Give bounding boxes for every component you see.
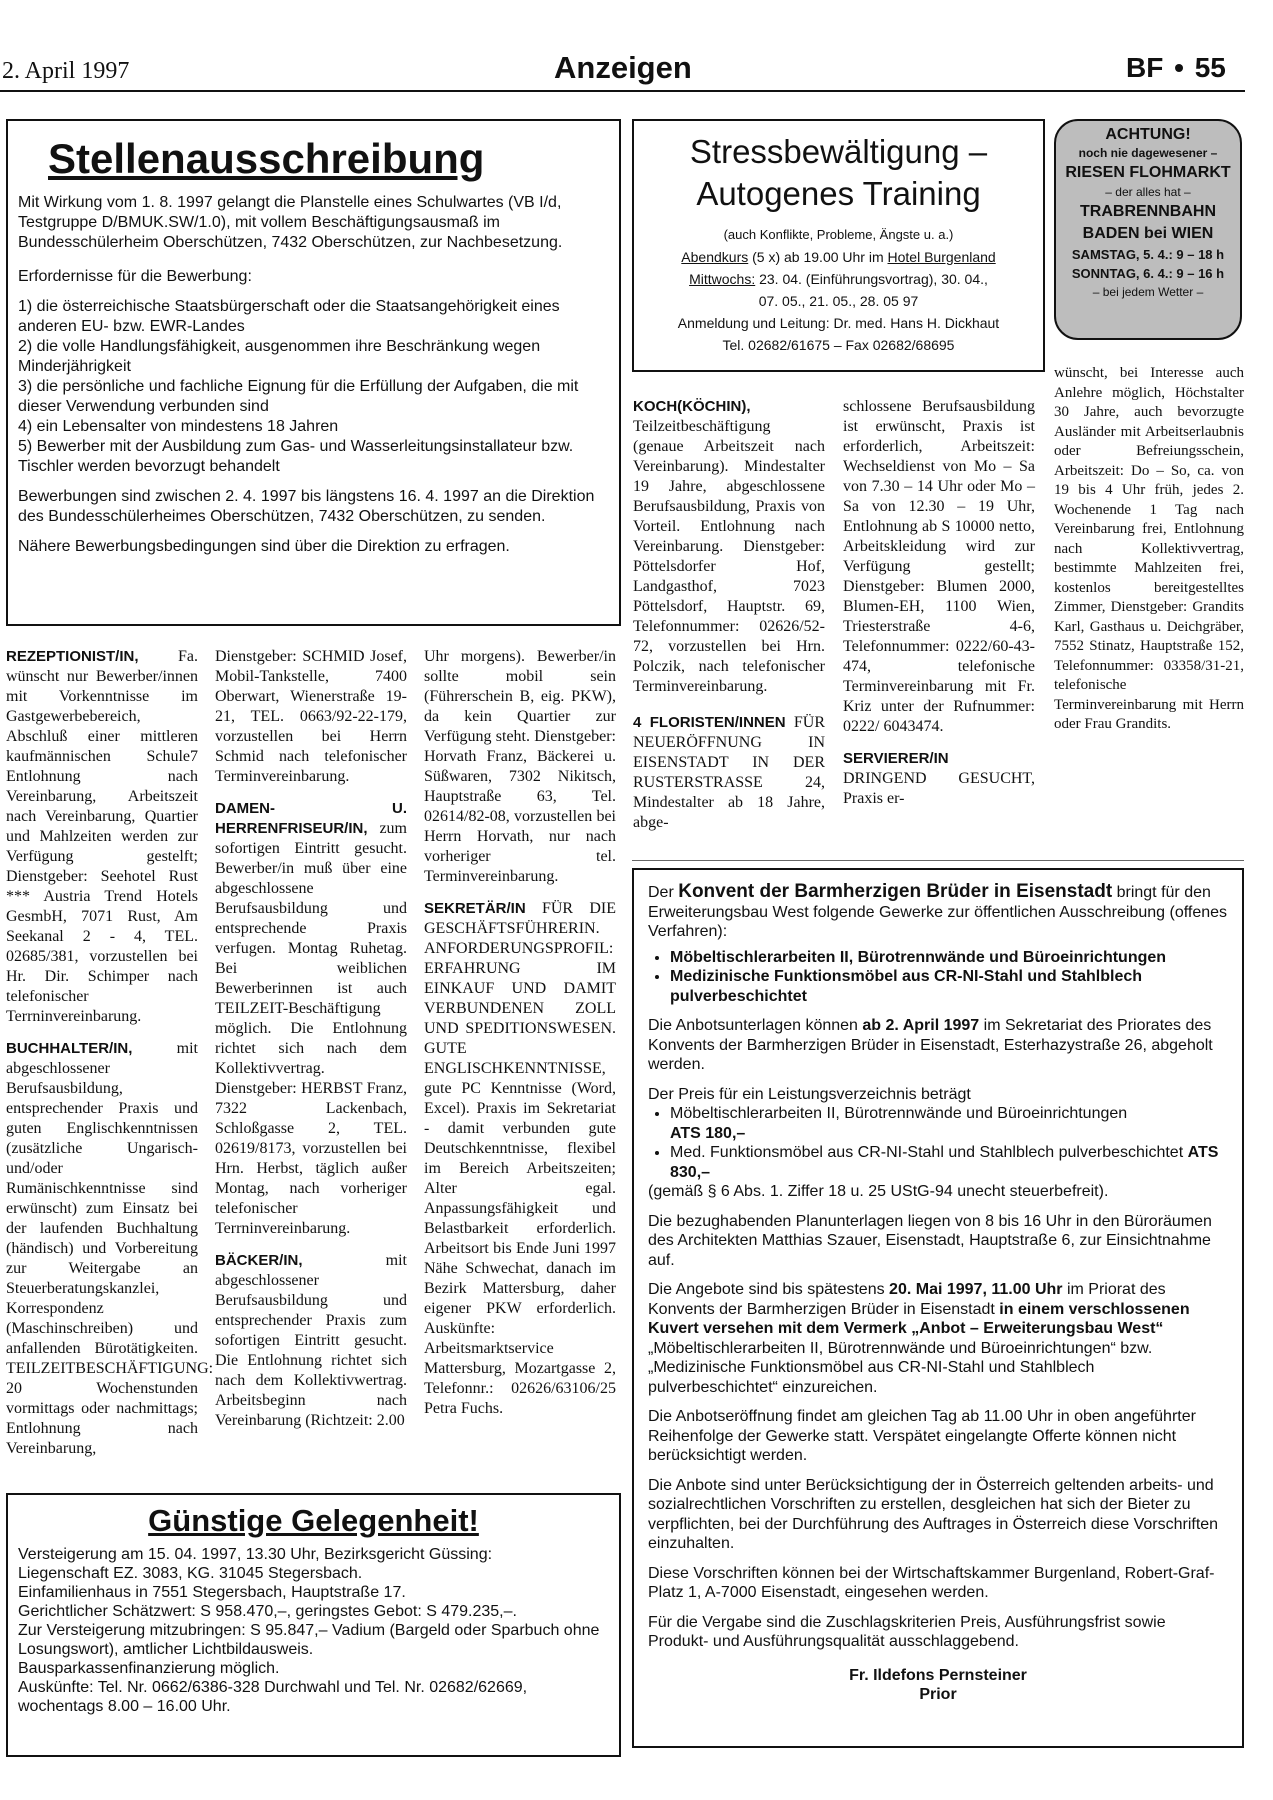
konvent-p6 bbox=[648, 1280, 1228, 1397]
konvent-p2b: ab 2. April 1997 bbox=[862, 1017, 980, 1034]
friseur-ad bbox=[215, 799, 407, 1239]
buchhalter-heading: BUCHHALTER/IN, bbox=[6, 1040, 133, 1057]
guenstig-line-1: Versteigerung am 15. 04. 1997, 13.30 Uhr, Bezirksgericht Güssing: bbox=[18, 1546, 493, 1563]
abendkurs-label: Abendkurs bbox=[681, 249, 749, 265]
floristen-heading: 4 FLORISTEN/INNEN bbox=[633, 714, 786, 731]
flohmarkt-l4: – der alles hat – bbox=[1105, 185, 1191, 199]
konvent-signature-title: Prior bbox=[919, 1686, 957, 1703]
stellen-bewerbung: Bewerbungen sind zwischen 2. 4. 1997 bis längstens 16. 4. 1997 an die Direktion des Bundesschülerheimes Oberschützen, 7432 Oberschützen, zu senden. bbox=[18, 488, 595, 525]
servierer-ad bbox=[843, 749, 1035, 809]
page-number-value: 55 bbox=[1194, 52, 1226, 83]
header-rule bbox=[0, 90, 1245, 92]
floristen-text: FÜR NEUERÖFFNUNG IN EISENSTADT IN DER RUSTERSTRASSE 24, Mindestalter ab 18 Jahre, abge- bbox=[633, 714, 825, 831]
stellen-req-5: 5) Bewerber mit der Ausbildung zum Gas- und Wasserleitungsinstallateur bzw. Tischler werden bevorzugt behandelt bbox=[18, 438, 574, 475]
konvent-p6a: Die Angebote sind bis spätestens bbox=[648, 1281, 890, 1298]
servierer-heading: SERVIERER/IN bbox=[843, 750, 949, 767]
stellen-intro: Mit Wirkung vom 1. 8. 1997 gelangt die Planstelle eines Schulwartes (VB I/d, Testgruppe D/BMUK.SW/1.0), mit vollem Beschäftigungsausmaß im Bundesschülerheim Oberschützen, 7432 Oberschützen, zur Nachbesetzung. bbox=[18, 194, 563, 251]
stress-ad bbox=[632, 119, 1045, 372]
konvent-price-2 bbox=[670, 1143, 1228, 1182]
sekretaer-text: FÜR DIE GESCHÄFTSFÜHRERIN. ANFORDERUNGSPROFIL: ERFAHRUNG IM EINKAUF UND DAMIT VERBUNDENEN ZOLL UND SPEDITIONSWESEN. GUTE ENGLISCHKENNTNISSE, gute PC Kenntnisse (Word, Excel). Praxis im Sekretariat - damit verbunden gute Deutschkenntnisse, flexibel im Bereich Arbeitszeiten; Alter egal. Anpassungsfähigkeit und Belastbarkeit erforderlich. Arbeitsort bis Ende Juni 1997 Nähe Schwechat, danach im Bezirk Mattersburg, daher eigener PKW erforderlich. Auskünfte: Arbeitsmarktservice Mattersburg, Mozartgasse 2, Telefonnr.: 02626/63106/25 Petra Fuchs. bbox=[424, 900, 616, 1417]
guenstig-line-3: Einfamilienhaus in 7551 Stegersbach, Hauptstraße 17. bbox=[18, 1584, 406, 1601]
brand-dot: • bbox=[1174, 52, 1184, 83]
stress-title-1: Stressbewältigung – bbox=[689, 133, 988, 170]
stellen-naehere: Nähere Bewerbungsbedingungen sind über die Direktion zu erfragen. bbox=[18, 538, 510, 555]
abendkurs-time: (5 x) ab 19.00 Uhr im bbox=[748, 249, 888, 265]
buchhalter-text: mit abgeschlossener Berufsausbildung, entsprechender Praxis und guten Englischkenntnissen (zusätzliche Ungarisch- und/oder Rumänischkenntnisse sind erwünscht) zum Einsatz bei der laufenden Buchhaltung (händisch) und Vorbereitung zur Weitergabe an Steuerberatungskanzlei, Korrespondenz (Maschinschreiben) und anfallenden Bürotätigkeiten. TEILZEITBESCHÄFTIGUNG: 20 Wochenstunden vormittags oder nachmittags; Entlohnung nach Vereinbarung, bbox=[6, 1040, 214, 1457]
price-1-value: ATS 180,– bbox=[670, 1124, 746, 1142]
col-koch bbox=[633, 397, 825, 839]
flohmarkt-l6: BADEN bei WIEN bbox=[1082, 225, 1214, 242]
sekretaer-ad bbox=[424, 899, 616, 1419]
servierer-continued: wünscht, bei Interesse auch Anlehre möglich, Höchstalter 30 Jahre, auch bevorzugte Ausländer mit Arbeitserlaubnis oder Befreiungsschein, Arbeitszeit: Do – So, ca. von 19 bis 4 Uhr früh, jedes 2. Wochenende 1 Tag nach Vereinbarung frei, Entlohnung nach Kollektivvertrag, bestimmte Mahlzeiten frei, kostenlos bereitgestelltes Zimmer, Dienstgeber: Grandits Karl, Gasthaus u. Deichgräber, 7552 Stinatz, Hauptstraße 152, Telefonnummer: 03358/31-21, telefonische Terminvereinbarung mit Herrn oder Frau Grandits. bbox=[1054, 365, 1244, 732]
rezeptionist-text: Fa. wünscht nur Bewerber/innen mit Vorkenntnisse im Gastgewerbebereich, Abschluß einer mittleren kaufmännischen Schule7 Entlohnung nach Vereinbarung, Arbeitszeit nach Vereinbarung, Quartier und Mahlzeiten werden zur Verfügung gestelft; Dienstgeber: Seehotel Rust *** Austria Trend Hotels GesmbH, 7071 Rust, Am Seekanal 2 - 4, TEL. 02685/381, vorzustellen bei Hr. Dir. Schimper nach telefonischer Terrninvereinbarung. bbox=[6, 648, 198, 1025]
col-1 bbox=[6, 647, 214, 1465]
konvent-price-1 bbox=[670, 1104, 1228, 1143]
konvent-p7: Die Anbotseröffnung findet am gleichen Tag ab 11.00 Uhr in oben angeführter Reihenfolge der Gewerke statt. Verspätet eingelangte Offerte können nicht berücksichtigt werden. bbox=[648, 1408, 1196, 1464]
konvent-intro-c: bringt für den Erweiterungsbau West folgende Gewerke zur öffentlichen Ausschreibung (offenes Verfahren): bbox=[648, 884, 1228, 940]
koch-ad bbox=[633, 397, 825, 697]
guenstig-title: Günstige Gelegenheit! bbox=[148, 1503, 479, 1538]
guenstig-line-7: Auskünfte: Tel. Nr. 0662/6386-328 Durchwahl und Tel. Nr. 02682/62669, wochentags 8.00 – 16.00 Uhr. bbox=[18, 1679, 528, 1715]
flohmarkt-ad bbox=[1054, 119, 1242, 340]
konvent-p10: Für die Vergabe sind die Zuschlagskriterien Preis, Ausführungsfrist sowie Produkt- und Ausführungsqualität ausschlaggebend. bbox=[648, 1613, 1166, 1650]
konvent-p5: Die bezughabenden Planunterlagen liegen von 8 bis 16 Uhr in den Büroräumen des Architekten Matthias Szauer, Eisenstadt, Hauptstraße 6, zur Einsichtnahme auf. bbox=[648, 1212, 1212, 1269]
flohmarkt-l8: SONNTAG, 6. 4.: 9 – 16 h bbox=[1071, 266, 1225, 281]
stellen-req-1: 1) die österreichische Staatsbürgerschaft oder die Staatsangehörigkeit eines anderen EU- bzw. EWR-Landes bbox=[18, 298, 560, 335]
brand-label: BF bbox=[1126, 52, 1164, 83]
konvent-p9: Diese Vorschriften können bei der Wirtschaftskammer Burgenland, Robert-Graf-Platz 1, A-7000 Eisenstadt, eingesehen werden. bbox=[648, 1564, 1215, 1601]
stellen-req-3: 3) die persönliche und fachliche Eignung für die Erfüllung der Aufgaben, die mit dieser Verwendung verbunden sind bbox=[18, 378, 579, 415]
konvent-bullet-1: • Möbeltischlerarbeiten II, Bürotrennwände und Büroeinrichtungen bbox=[670, 948, 1228, 968]
koch-text: Teilzeitbeschäftigung (genaue Arbeitszeit nach Vereinbarung). Mindestalter 19 Jahre, abgeschlossene Berufsausbildung, Praxis von Vorteil. Entlohnung nach Vereinbarung. Dienstgeber: Pöttelsdorfer Hof, Landgasthof, 7023 Pöttelsdorf, Hauptstr. 69, Telefonnummer: 02626/52-72, vorzustellen bei Hrn. Polczik, nach telefonischer Terminvereinbarung. bbox=[633, 418, 825, 695]
stress-line-3: 07. 05., 21. 05., 28. 05 97 bbox=[758, 293, 919, 309]
mittwochs-dates: 23. 04. (Einführungsvortrag), 30. 04., bbox=[755, 271, 988, 287]
konvent-p6d: in einem verschlossenen Kuvert versehen mit dem Vermerk „Anbot – Erweiterungsbau West“ bbox=[648, 1300, 1190, 1337]
konvent-p2 bbox=[648, 1016, 1228, 1075]
stress-line-5: Tel. 02682/61675 – Fax 02682/68695 bbox=[722, 337, 955, 353]
flohmarkt-l3: RIESEN FLOHMARKT bbox=[1065, 164, 1231, 181]
konvent-p3: Der Preis für ein Leistungsverzeichnis beträgt bbox=[648, 1085, 971, 1103]
friseur-text: zum sofortigen Eintritt gesucht. Bewerber/in muß über eine abgeschlossene Berufsausbildung und entsprechende Praxis verfugen. Montag Ruhetag. Bei weiblichen Bewerberinnen ist auch TEILZEIT-Beschäftigung möglich. Die Entlohnung richtet sich nach dem Kollektivvertrag. Dienstgeber: HERBST Franz, 7322 Lackenbach, Schloßgasse 2, TEL. 02619/8173, vorzustellen bei Hrn. Herbst, täglich außer Montag, nach vorheriger telefonischer Terrninvereinbarung. bbox=[215, 820, 407, 1237]
flohmarkt-l1: ACHTUNG! bbox=[1105, 126, 1191, 143]
konvent-p4: (gemäß § 6 Abs. 1. Ziffer 18 u. 25 UStG-94 unecht steuerbefreit). bbox=[648, 1183, 1109, 1200]
konvent-p8: Die Anbote sind unter Berücksichtigung der in Österreich geltenden arbeits- und sozialrechtlichen Vorschriften zu erstellen, desgleichen hat sich der Bieter zu verpflichten, bei der Durchführung des Auftrages in Österreich diese Vorschriften einzuhalten. bbox=[648, 1476, 1219, 1552]
servierer-text: DRINGEND GESUCHT, Praxis er- bbox=[843, 770, 1035, 807]
col-3 bbox=[424, 647, 616, 1425]
section-title: Anzeigen bbox=[554, 50, 692, 85]
konvent-deadline: 20. Mai 1997, 11.00 Uhr bbox=[889, 1281, 1063, 1298]
stress-title-2: Autogenes Training bbox=[696, 175, 981, 212]
hotel-name: Hotel Burgenland bbox=[887, 249, 996, 265]
mittwochs-label: Mittwochs: bbox=[689, 271, 756, 287]
stellen-req-head: Erfordernisse für die Bewerbung: bbox=[18, 268, 252, 285]
stellen-title: Stellenausschreibung bbox=[48, 135, 485, 182]
col-floristen-cont bbox=[843, 397, 1035, 815]
floristen-continued: schlossene Berufsausbildung ist erwünscht, Praxis ist erforderlich, Arbeitszeit: Wechseldienst von Mo – Sa von 7.30 – 14 Uhr oder Mo – Sa von 12.30 – 19 Uhr, Entlohnung ab S 10000 netto, Arbeitskleidung wird zur Verfügung gestellt; Dienstgeber: Blumen 2000, Blumen-EH, 1100 Wien, Triesterstraße 4-6, Telefonnummer: 0222/60-43-474, telefonische Terminvereinbarung mit Fr. Kriz unter der Rufnummer: 0222/ 6043474. bbox=[843, 398, 1035, 735]
flohmarkt-l7: SAMSTAG, 5. 4.: 9 – 18 h bbox=[1071, 247, 1225, 262]
page-number bbox=[1126, 52, 1226, 84]
guenstig-line-5: Zur Versteigerung mitzubringen: S 95.847,– Vadium (Bargeld oder Sparbuch ohne Losungswort), amtlicher Lichtbildausweis. bbox=[18, 1622, 600, 1658]
baecker-heading: BÄCKER/IN, bbox=[215, 1252, 303, 1269]
konvent-signature-name: Fr. Ildefons Pernsteiner bbox=[849, 1666, 1027, 1684]
konvent-bullet-2: • Medizinische Funktionsmöbel aus CR-NI-Stahl und Stahlblech pulverbeschichtet bbox=[670, 967, 1228, 1006]
flohmarkt-l9: – bei jedem Wetter – bbox=[1092, 285, 1204, 299]
stress-subtitle: (auch Konflikte, Probleme, Ängste u. a.) bbox=[723, 227, 954, 242]
konvent-intro-a: Der bbox=[648, 884, 679, 901]
friseur-heading: DAMEN- U. HERRENFRISEUR/IN, bbox=[215, 800, 407, 837]
koch-heading: KOCH(KÖCHIN), bbox=[633, 398, 751, 415]
stellen-ad bbox=[6, 119, 621, 626]
stress-line-2 bbox=[634, 268, 1043, 290]
issue-date: 2. April 1997 bbox=[2, 58, 130, 84]
stellen-req-4: 4) ein Lebensalter von mindestens 18 Jahren bbox=[18, 418, 339, 435]
konvent-p6e: „Möbeltischlerarbeiten II, Bürotrennwände und Büroeinrichtungen“ bzw. „Medizinische Funktionsmöbel aus CR-NI-Stahl und Stahlblech pulverbeschichtet“ einzureichen. bbox=[648, 1339, 1153, 1396]
floristen-ad bbox=[633, 713, 825, 833]
price-2-value: ATS 830,– bbox=[670, 1144, 1219, 1181]
guenstig-line-2: Liegenschaft EZ. 3083, KG. 31045 Stegersbach. bbox=[18, 1565, 363, 1582]
price-1-text: Möbeltischlerarbeiten II, Bürotrennwände und Büroeinrichtungen bbox=[670, 1105, 1128, 1122]
baecker-ad bbox=[215, 1251, 407, 1431]
col-right bbox=[1054, 364, 1244, 741]
konvent-p6c: im Priorat des Konvents der Barmherzigen Brüder in Eisenstadt bbox=[648, 1281, 1166, 1318]
konvent-p2a: Die Anbotsunterlagen können bbox=[648, 1017, 863, 1034]
konvent-name: Konvent der Barmherzigen Brüder in Eisenstadt bbox=[678, 881, 1113, 902]
stellen-req-2: 2) die volle Handlungsfähigkeit, ausgenommen ihre Beschränkung wegen Minderjährigkeit bbox=[18, 338, 541, 375]
guenstig-line-4: Gerichtlicher Schätzwert: S 958.470,–, geringstes Gebot: S 479.235,–. bbox=[18, 1603, 517, 1620]
flohmarkt-l5: TRABRENNBAHN bbox=[1080, 203, 1216, 220]
horvath-ad: Uhr morgens). Bewerber/in sollte mobil sein (Führerschein B, eig. PKW), da kein Quartier zur Verfügung steht. Dienstgeber: Horvath Franz, Bäckerei u. Süßwaren, 7302 Nikitsch, Hauptstraße 63, Tel. 02614/82-08, vorzustellen bei Herrn Horvath, nur nach vorheriger tel. Terminvereinbarung. bbox=[424, 648, 616, 885]
stress-line-1 bbox=[634, 246, 1043, 268]
sekretaer-heading: SEKRETÄR/IN bbox=[424, 900, 526, 917]
konvent-ad bbox=[632, 868, 1244, 1748]
rule-konvent-top bbox=[632, 860, 1244, 861]
col-2 bbox=[215, 647, 407, 1437]
rezeptionist-heading: REZEPTIONIST/IN, bbox=[6, 648, 139, 665]
schmid-ad: Dienstgeber: SCHMID Josef, Mobil-Tankstelle, 7400 Oberwart, Wienerstraße 19-21, TEL. 0663/92-22-179, vorzustellen bei Herrn Schmid nach telefonischer Terminvereinbarung. bbox=[215, 648, 407, 785]
stress-line-4: Anmeldung und Leitung: Dr. med. Hans H. Dickhaut bbox=[677, 315, 1000, 331]
guenstig-line-6: Bausparkassenfinanzierung möglich. bbox=[18, 1660, 280, 1677]
rezeptionist-ad bbox=[6, 647, 198, 1027]
flohmarkt-l2: noch nie dagewesener – bbox=[1078, 146, 1218, 160]
price-2-text: Med. Funktionsmöbel aus CR-NI-Stahl und Stahlblech pulverbeschichtet bbox=[670, 1144, 1188, 1161]
buchhalter-ad bbox=[6, 1039, 214, 1459]
konvent-p2c: im Sekretariat des Priorates des Konvents der Barmherzigen Brüder in Eisenstadt, Esterhazystraße 26, abgeholt werden. bbox=[648, 1017, 1213, 1073]
guenstig-ad bbox=[6, 1493, 621, 1757]
baecker-text: mit abgeschlossener Berufsausbildung und entsprechender Praxis zum sofortigen Eintritt gesucht. Die Entlohnung richtet sich nach dem Kollektivwertrag. Arbeitsbeginn nach Vereinbarung (Richtzeit: 2.00 bbox=[215, 1252, 407, 1429]
konvent-intro bbox=[648, 882, 1228, 942]
